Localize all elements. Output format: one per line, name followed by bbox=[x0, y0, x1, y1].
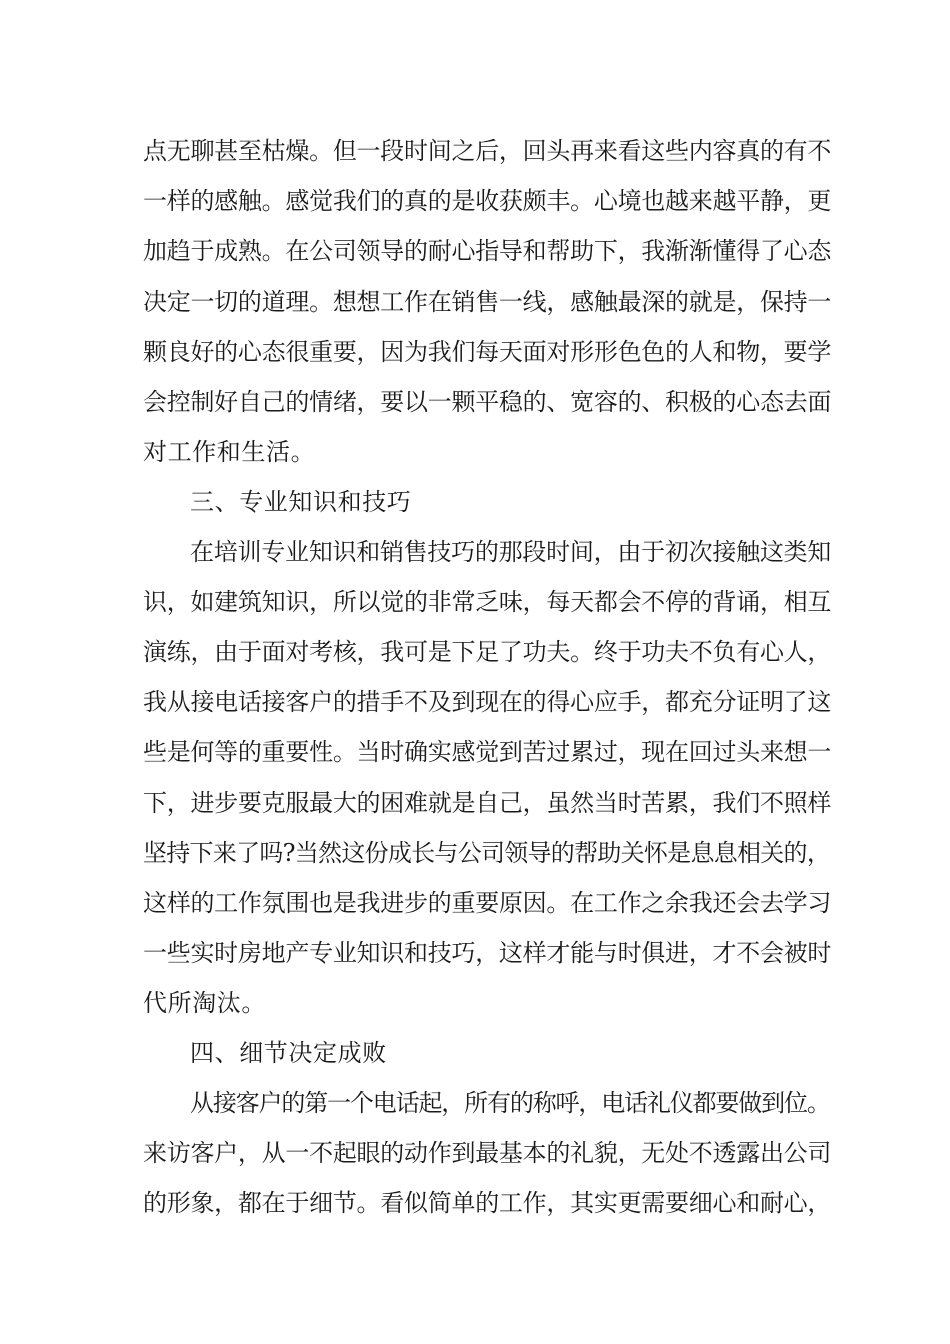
text-line: 的形象，都在于细节。看似简单的工作，其实更需要细心和耐心， bbox=[143, 1189, 832, 1217]
text-line: 对工作和生活。 bbox=[143, 438, 316, 466]
text-line: 一些实时房地产专业知识和技巧，这样才能与时俱进，才不会被时 bbox=[143, 939, 832, 967]
text-line: 我从接电话接客户的措手不及到现在的得心应手，都充分证明了这 bbox=[143, 688, 832, 716]
text-line: 些是何等的重要性。当时确实感觉到苦过累过，现在回过头来想一 bbox=[143, 738, 832, 766]
text-line: 点无聊甚至枯燥。但一段时间之后，回头再来看这些内容真的有不 bbox=[143, 137, 832, 165]
text-line: 代所淘汰。 bbox=[143, 989, 266, 1017]
section-heading: 三、专业知识和技巧 bbox=[190, 488, 412, 516]
text-line: 会控制好自己的情绪，要以一颗平稳的、宽容的、积极的心态去面 bbox=[143, 388, 832, 416]
text-line: 在培训专业知识和销售技巧的那段时间，由于初次接触这类知 bbox=[190, 538, 832, 566]
text-line: 颗良好的心态很重要，因为我们每天面对形形色色的人和物，要学 bbox=[143, 338, 832, 366]
text-line: 这样的工作氛围也是我进步的重要原因。在工作之余我还会去学习 bbox=[143, 889, 832, 917]
text-line: 加趋于成熟。在公司领导的耐心指导和帮助下，我渐渐懂得了心态 bbox=[143, 237, 832, 265]
section-heading: 四、细节决定成败 bbox=[190, 1039, 387, 1067]
text-line: 下，进步要克服最大的困难就是自己，虽然当时苦累，我们不照样 bbox=[143, 789, 832, 817]
text-line: 从接客户的第一个电话起，所有的称呼，电话礼仪都要做到位。 bbox=[190, 1089, 830, 1117]
text-line: 坚持下来了吗?当然这份成长与公司领导的帮助关怀是息息相关的， bbox=[143, 839, 831, 867]
text-line: 来访客户，从一不起眼的动作到最基本的礼貌，无处不透露出公司 bbox=[143, 1139, 832, 1167]
text-line: 决定一切的道理。想想工作在销售一线，感触最深的就是，保持一 bbox=[143, 288, 832, 316]
text-line: 一样的感触。感觉我们的真的是收获颇丰。心境也越来越平静，更 bbox=[143, 187, 832, 215]
text-line: 识，如建筑知识，所以觉的非常乏味，每天都会不停的背诵，相互 bbox=[143, 588, 832, 616]
text-line: 演练，由于面对考核，我可是下足了功夫。终于功夫不负有心人， bbox=[143, 638, 832, 666]
